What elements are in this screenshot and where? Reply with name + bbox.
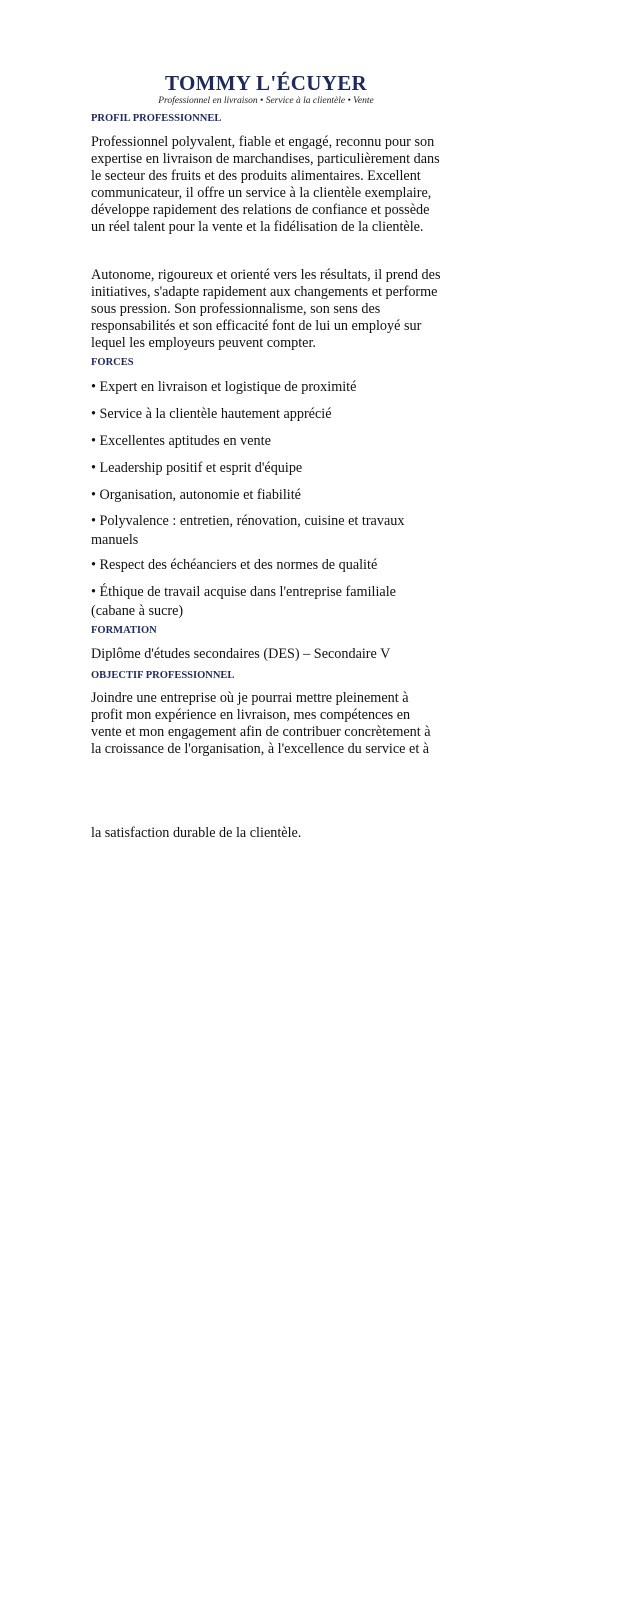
objective-text: Joindre une entreprise où je pourrai mettre pleinement à profit mon expérience en livraison, mes compétences en vente et mon engagement afin de contribuer concrètement à la croissance de l'organisation, à l'excellence du service et à bbox=[91, 690, 431, 757]
section-title-education: FORMATION bbox=[91, 625, 157, 636]
strength-item: • Éthique de travail acquise dans l'entreprise familiale (cabane à sucre) bbox=[91, 584, 396, 619]
candidate-tagline: Professionnel en livraison • Service à la clientèle • Vente bbox=[158, 96, 374, 106]
profile-paragraph-1: Professionnel polyvalent, fiable et engagé, reconnu pour son expertise en livraison de marchandises, particulièrement dans le secteur des fruits et des produits alimentaires. Excellent communicateur, il offre un service à la clientèle exemplaire, développe rapidement des relations de confiance et possède un réel talent pour la vente et la fidélisation de la clientèle. bbox=[91, 134, 440, 235]
strength-item: • Respect des échéanciers et des normes de qualité bbox=[91, 557, 378, 573]
candidate-name: TOMMY L'ÉCUYER bbox=[165, 71, 367, 95]
strength-item: • Leadership positif et esprit d'équipe bbox=[91, 460, 303, 476]
section-title-strengths: FORCES bbox=[91, 357, 134, 368]
objective-text-continued: la satisfaction durable de la clientèle. bbox=[91, 825, 302, 841]
education-diploma: Diplôme d'études secondaires (DES) – Secondaire V bbox=[91, 646, 391, 662]
section-title-objective: OBJECTIF PROFESSIONNEL bbox=[91, 670, 235, 681]
profile-paragraph-2: Autonome, rigoureux et orienté vers les résultats, il prend des initiatives, s'adapte rapidement aux changements et performe sous pression. Son professionnalisme, son sens des responsabilités et son efficacité font de lui un employé sur lequel les employeurs peuvent compter. bbox=[91, 267, 441, 351]
strength-item: • Organisation, autonomie et fiabilité bbox=[91, 487, 301, 503]
strength-item: • Excellentes aptitudes en vente bbox=[91, 433, 271, 449]
strength-item: • Service à la clientèle hautement apprécié bbox=[91, 406, 332, 422]
strength-item: • Expert en livraison et logistique de proximité bbox=[91, 379, 357, 395]
strength-item: • Polyvalence : entretien, rénovation, cuisine et travaux manuels bbox=[91, 513, 405, 548]
section-title-profile: PROFIL PROFESSIONNEL bbox=[91, 113, 222, 124]
